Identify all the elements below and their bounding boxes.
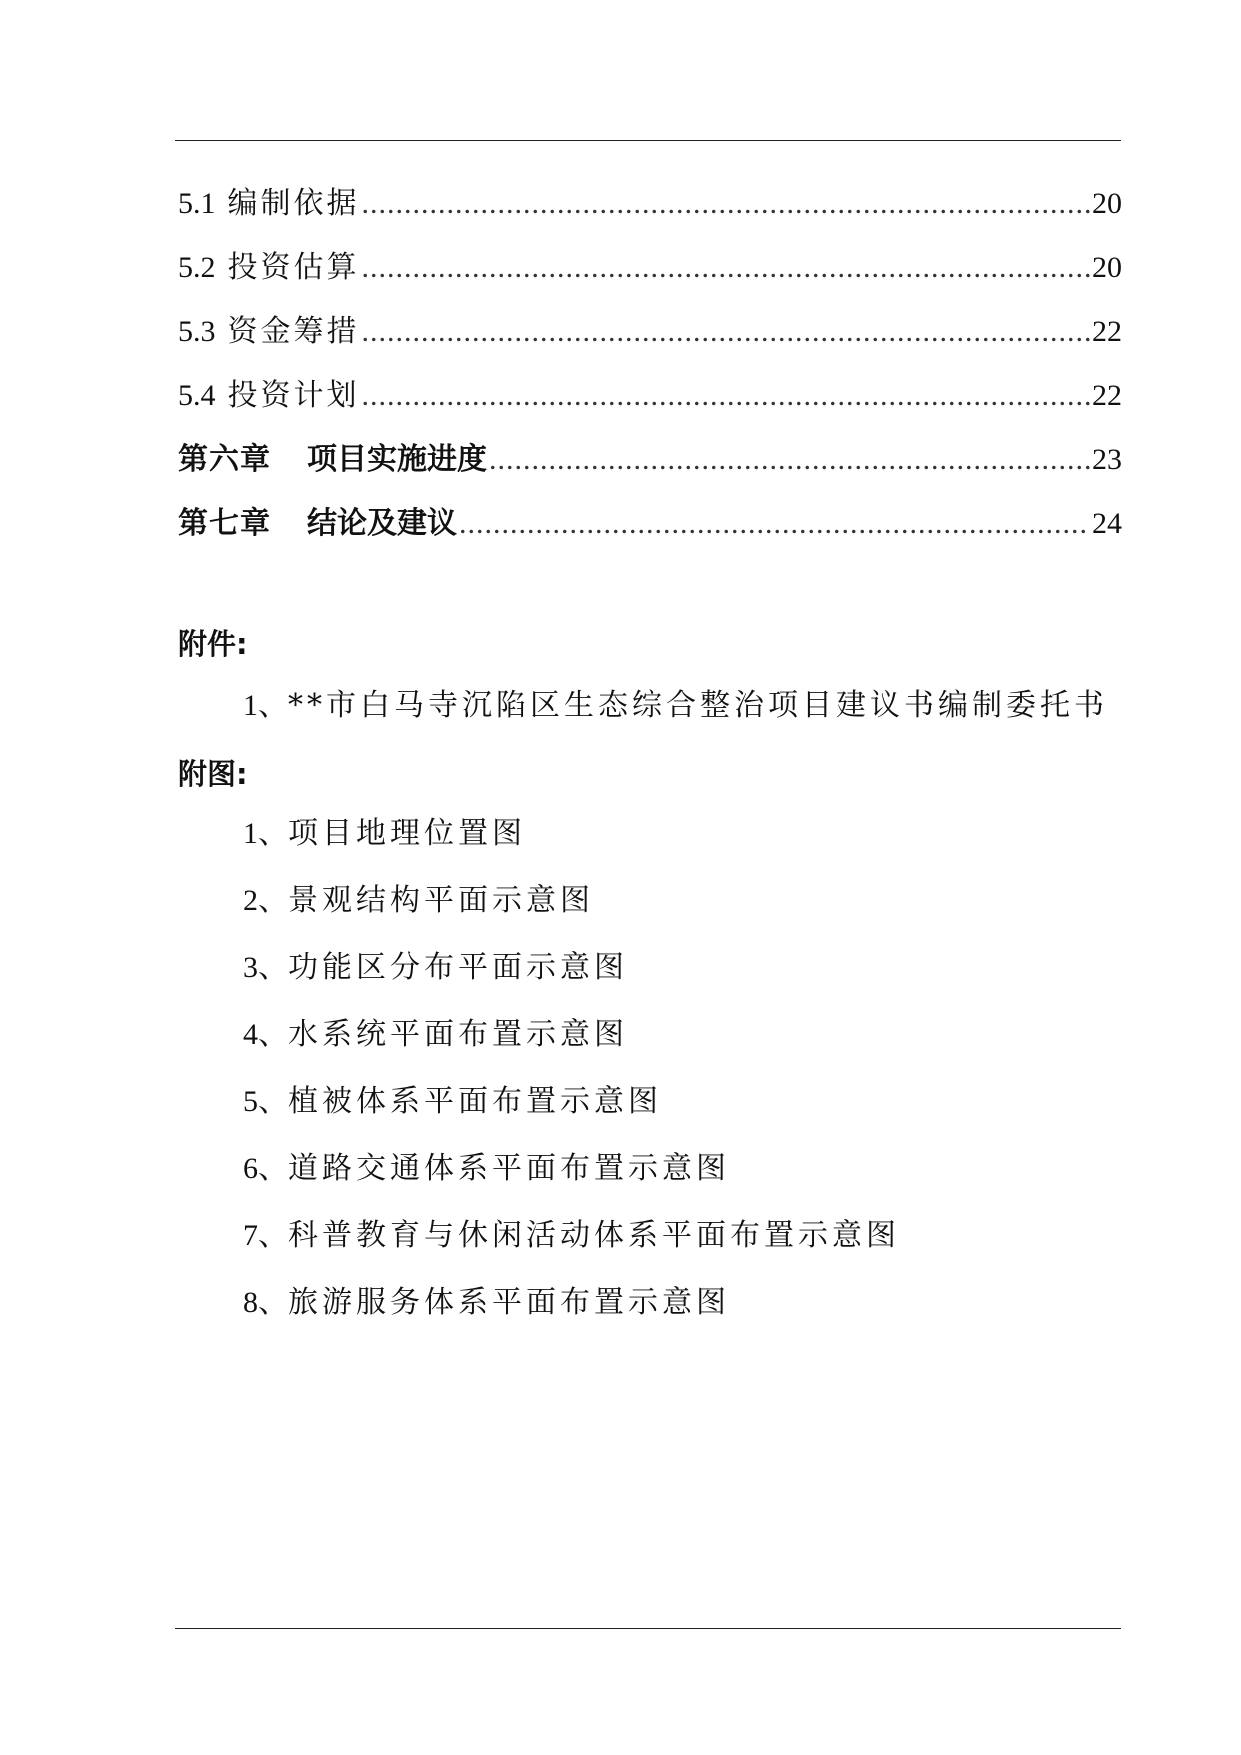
toc-entry-title: 编制依据	[227, 186, 360, 221]
list-item-text: 旅游服务体系平面布置示意图	[288, 1285, 730, 1320]
list-item-index: 7、	[243, 1219, 288, 1252]
toc-dot-leader	[362, 364, 1091, 428]
toc-entry-5-1[interactable]	[178, 172, 1122, 236]
list-item	[243, 800, 900, 867]
toc-dot-leader	[362, 236, 1091, 300]
toc-entry-number: 5.2	[178, 251, 216, 284]
toc-entry-5-4[interactable]	[178, 364, 1122, 428]
list-item-text: 植被体系平面布置示意图	[288, 1084, 662, 1119]
list-item	[243, 934, 900, 1001]
figures-heading: 附图:	[178, 757, 248, 791]
list-item	[243, 867, 900, 934]
toc-entry-title: 结论及建议	[307, 506, 457, 541]
list-item-text: 功能区分布平面示意图	[288, 950, 628, 985]
toc-entry-5-3[interactable]	[178, 300, 1122, 364]
toc-entry-page: 22	[1092, 379, 1122, 412]
toc-entry-title: 资金筹措	[227, 314, 360, 349]
toc-entry-chapter-6[interactable]	[178, 428, 1122, 492]
toc-dot-leader	[362, 300, 1091, 364]
toc-entry-number: 5.3	[178, 315, 216, 348]
header-rule	[175, 140, 1121, 141]
toc-entry-title: 投资计划	[227, 378, 360, 413]
list-item-index: 2、	[243, 884, 288, 917]
list-item-index: 5、	[243, 1085, 288, 1118]
list-item-text: 科普教育与休闲活动体系平面布置示意图	[288, 1218, 900, 1253]
list-item	[243, 1068, 900, 1135]
toc-dot-leader	[459, 492, 1090, 556]
list-item-index: 1、	[243, 817, 288, 850]
toc-entry-5-2[interactable]	[178, 236, 1122, 300]
toc-entry-title: 投资估算	[227, 250, 360, 285]
list-item-text: 景观结构平面示意图	[288, 883, 594, 918]
toc-entry-page: 20	[1092, 251, 1122, 284]
toc-dot-leader	[362, 172, 1091, 236]
list-item-text: 水系统平面布置示意图	[288, 1017, 628, 1052]
attachments-list	[243, 672, 1108, 739]
toc-entry-number: 第六章	[178, 442, 271, 477]
list-item	[243, 672, 1108, 739]
toc-entry-chapter-7[interactable]	[178, 492, 1122, 556]
list-item-index: 4、	[243, 1018, 288, 1051]
list-item	[243, 1001, 900, 1068]
list-item-index: 1、	[243, 689, 288, 722]
footer-rule	[175, 1628, 1121, 1629]
list-item-index: 6、	[243, 1152, 288, 1185]
list-item-index: 3、	[243, 951, 288, 984]
toc-entry-title: 项目实施进度	[307, 442, 487, 477]
figures-list	[243, 800, 900, 1336]
list-item-text: 道路交通体系平面布置示意图	[288, 1151, 730, 1186]
toc-entry-page: 24	[1092, 507, 1122, 540]
toc-entry-page: 20	[1092, 187, 1122, 220]
table-of-contents	[178, 172, 1122, 556]
toc-entry-number: 5.1	[178, 187, 216, 220]
list-item-text: **市白马寺沉陷区生态综合整治项目建议书编制委托书	[288, 688, 1108, 723]
toc-dot-leader	[489, 428, 1090, 492]
toc-entry-number: 5.4	[178, 379, 216, 412]
toc-entry-page: 22	[1092, 315, 1122, 348]
list-item	[243, 1269, 900, 1336]
attachments-heading: 附件:	[178, 627, 248, 661]
toc-entry-number: 第七章	[178, 506, 271, 541]
toc-entry-page: 23	[1092, 443, 1122, 476]
list-item	[243, 1202, 900, 1269]
list-item-text: 项目地理位置图	[288, 816, 526, 851]
list-item	[243, 1135, 900, 1202]
list-item-index: 8、	[243, 1286, 288, 1319]
